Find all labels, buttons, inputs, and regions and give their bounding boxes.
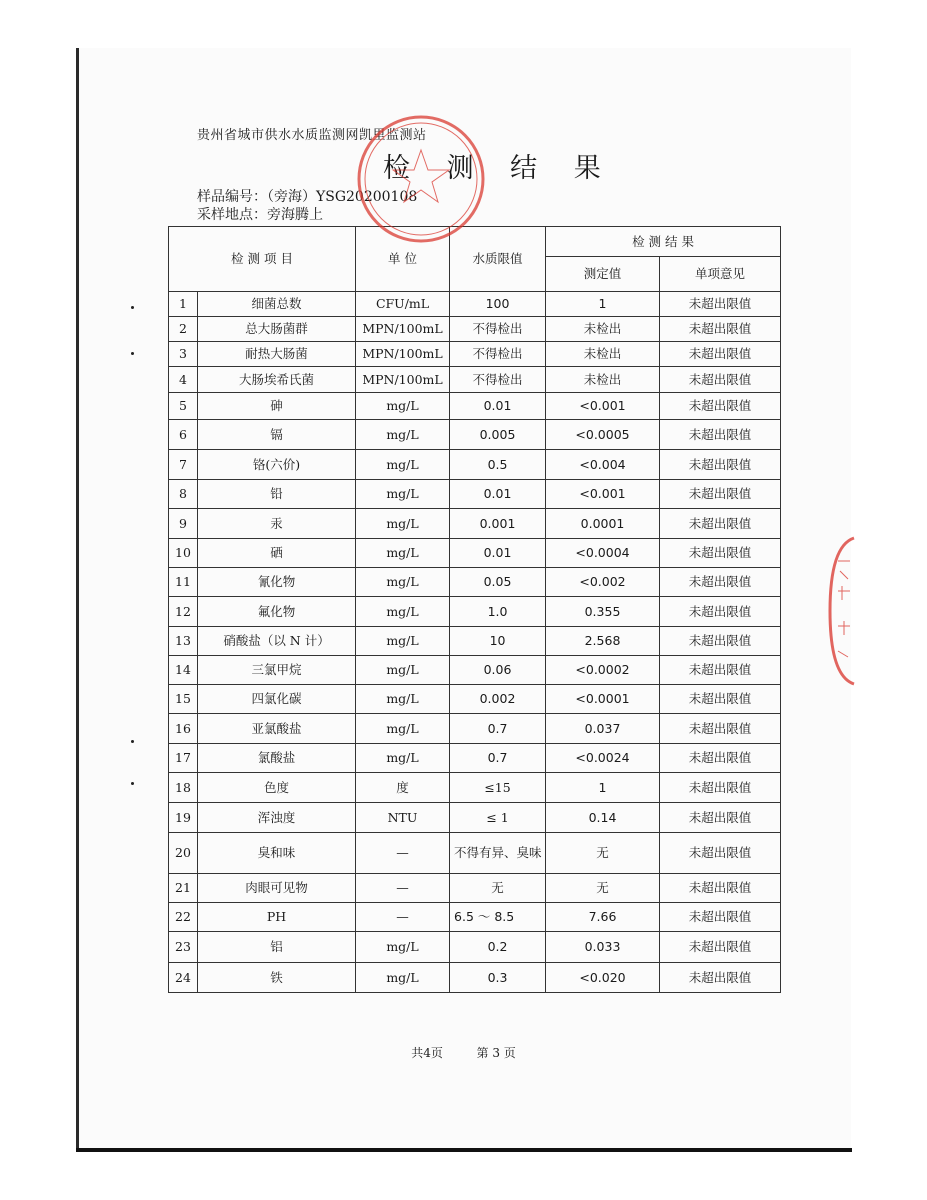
row-item: 亚氯酸盐 [198,714,356,744]
row-limit: 6.5 ～ 8.5 [450,903,546,932]
scan-mark [131,740,134,743]
row-unit: mg/L [356,597,450,627]
row-item: 四氯化碳 [198,685,356,714]
table-row [169,393,781,420]
row-value: <0.0001 [546,685,660,714]
row-value: <0.020 [546,963,660,993]
scan-mark [131,782,134,785]
row-number: 7 [169,450,198,480]
table-row [169,539,781,568]
header-unit: 单 位 [356,227,450,292]
row-unit: NTU [356,803,450,833]
row-unit: mg/L [356,685,450,714]
row-limit: 0.01 [450,539,546,568]
row-unit: mg/L [356,744,450,773]
row-number: 3 [169,342,198,367]
row-limit: 0.5 [450,450,546,480]
row-number: 1 [169,292,198,317]
row-number: 8 [169,480,198,509]
row-item: 肉眼可见物 [198,874,356,903]
table-row [169,714,781,744]
row-limit: 0.05 [450,568,546,597]
table-row [169,803,781,833]
row-value: 无 [546,874,660,903]
row-limit: 无 [450,874,546,903]
row-unit: mg/L [356,420,450,450]
header-opinion: 单项意见 [660,257,781,292]
row-opinion: 未超出限值 [660,744,781,773]
row-limit: 0.06 [450,656,546,685]
row-opinion: 未超出限值 [660,714,781,744]
row-number: 22 [169,903,198,932]
row-number: 4 [169,367,198,393]
row-limit: 不得检出 [450,317,546,342]
row-unit: mg/L [356,539,450,568]
row-number: 19 [169,803,198,833]
row-number: 12 [169,597,198,627]
row-item: 砷 [198,393,356,420]
row-number: 21 [169,874,198,903]
row-item: 大肠埃希氏菌 [198,367,356,393]
row-value: 未检出 [546,342,660,367]
row-limit: 不得检出 [450,367,546,393]
table-row [169,367,781,393]
page-footer [0,1044,927,1061]
table-row [169,903,781,932]
row-number: 2 [169,317,198,342]
page-title: 检 测 结 果 [383,153,615,184]
table-row [169,932,781,963]
row-opinion: 未超出限值 [660,317,781,342]
row-unit: — [356,874,450,903]
total-pages: 共4页 [411,1046,443,1060]
row-value: 0.0001 [546,509,660,539]
row-number: 24 [169,963,198,993]
row-opinion: 未超出限值 [660,874,781,903]
sample-number: 样品编号：（旁海）YSG20200108 [197,189,418,205]
row-unit: mg/L [356,480,450,509]
table-row [169,568,781,597]
row-limit: 0.005 [450,420,546,450]
row-item: 铁 [198,963,356,993]
row-value: 2.568 [546,627,660,656]
row-value: <0.0002 [546,656,660,685]
row-opinion: 未超出限值 [660,568,781,597]
row-unit: mg/L [356,509,450,539]
scan-mark [131,306,134,309]
row-limit: 100 [450,292,546,317]
row-opinion: 未超出限值 [660,292,781,317]
row-number: 23 [169,932,198,963]
side-seal-stamp [826,536,856,686]
sampling-location: 采样地点：旁海腾上 [197,207,323,223]
row-value: 未检出 [546,317,660,342]
row-value: <0.001 [546,393,660,420]
row-limit: 0.3 [450,963,546,993]
row-opinion: 未超出限值 [660,963,781,993]
row-unit: MPN/100mL [356,342,450,367]
header-limit: 水质限值 [450,227,546,292]
row-unit: mg/L [356,714,450,744]
row-limit: 10 [450,627,546,656]
table-row [169,450,781,480]
header-measured: 测定值 [546,257,660,292]
row-value: 7.66 [546,903,660,932]
row-opinion: 未超出限值 [660,627,781,656]
row-number: 16 [169,714,198,744]
table-row [169,833,781,874]
row-value: <0.004 [546,450,660,480]
row-opinion: 未超出限值 [660,539,781,568]
row-value: <0.002 [546,568,660,597]
row-limit: 0.002 [450,685,546,714]
row-limit: ≤15 [450,773,546,803]
row-opinion: 未超出限值 [660,656,781,685]
row-value: <0.0024 [546,744,660,773]
row-value: 0.033 [546,932,660,963]
row-unit: mg/L [356,450,450,480]
row-value: 无 [546,833,660,874]
row-unit: mg/L [356,627,450,656]
row-value: <0.001 [546,480,660,509]
row-number: 5 [169,393,198,420]
row-limit: 不得检出 [450,342,546,367]
table-row [169,420,781,450]
row-number: 14 [169,656,198,685]
row-item: 色度 [198,773,356,803]
row-unit: mg/L [356,393,450,420]
row-opinion: 未超出限值 [660,367,781,393]
results-table [168,226,781,993]
row-opinion: 未超出限值 [660,597,781,627]
row-opinion: 未超出限值 [660,509,781,539]
row-number: 18 [169,773,198,803]
page-number: 第 3 页 [476,1046,516,1060]
row-item: 硝酸盐（以 N 计） [198,627,356,656]
scan-edge-left [76,48,79,1152]
row-unit: mg/L [356,656,450,685]
table-row [169,773,781,803]
table-row [169,342,781,367]
row-item: 铅 [198,480,356,509]
row-unit: — [356,833,450,874]
row-unit: MPN/100mL [356,367,450,393]
row-number: 17 [169,744,198,773]
row-unit: MPN/100mL [356,317,450,342]
row-item: 氰化物 [198,568,356,597]
row-limit: 0.2 [450,932,546,963]
table-row [169,963,781,993]
row-number: 6 [169,420,198,450]
row-limit: ≤ 1 [450,803,546,833]
row-limit: 0.001 [450,509,546,539]
row-item: 氟化物 [198,597,356,627]
row-item: 硒 [198,539,356,568]
row-opinion: 未超出限值 [660,480,781,509]
row-limit: 0.01 [450,393,546,420]
row-limit: 0.7 [450,744,546,773]
row-value: 0.037 [546,714,660,744]
table-row [169,480,781,509]
row-value: 未检出 [546,367,660,393]
row-item: 氯酸盐 [198,744,356,773]
row-number: 10 [169,539,198,568]
table-row [169,317,781,342]
table-row [169,874,781,903]
row-unit: CFU/mL [356,292,450,317]
scan-edge-bottom [76,1148,852,1152]
row-value: 0.355 [546,597,660,627]
row-limit: 1.0 [450,597,546,627]
row-limit: 0.01 [450,480,546,509]
row-number: 9 [169,509,198,539]
header-result-group: 检 测 结 果 [546,227,781,257]
row-opinion: 未超出限值 [660,393,781,420]
row-opinion: 未超出限值 [660,342,781,367]
row-opinion: 未超出限值 [660,685,781,714]
row-item: 汞 [198,509,356,539]
row-value: <0.0004 [546,539,660,568]
header-item: 检 测 项 目 [169,227,356,292]
row-value: 1 [546,773,660,803]
row-unit: 度 [356,773,450,803]
row-number: 11 [169,568,198,597]
row-opinion: 未超出限值 [660,450,781,480]
table-row [169,656,781,685]
row-unit: — [356,903,450,932]
row-opinion: 未超出限值 [660,803,781,833]
row-value: 1 [546,292,660,317]
row-opinion: 未超出限值 [660,903,781,932]
row-number: 15 [169,685,198,714]
row-unit: mg/L [356,932,450,963]
row-item: 铝 [198,932,356,963]
row-item: 铬(六价) [198,450,356,480]
row-unit: mg/L [356,568,450,597]
row-item: 耐热大肠菌 [198,342,356,367]
row-number: 20 [169,833,198,874]
row-item: 三氯甲烷 [198,656,356,685]
table-row [169,685,781,714]
row-unit: mg/L [356,963,450,993]
row-item: 浑浊度 [198,803,356,833]
row-item: 细菌总数 [198,292,356,317]
row-item: PH [198,903,356,932]
scan-mark [131,352,134,355]
row-item: 镉 [198,420,356,450]
table-row [169,509,781,539]
row-limit: 不得有异、臭味 [450,833,546,874]
row-number: 13 [169,627,198,656]
row-opinion: 未超出限值 [660,773,781,803]
row-value: 0.14 [546,803,660,833]
table-row [169,627,781,656]
row-item: 臭和味 [198,833,356,874]
row-opinion: 未超出限值 [660,932,781,963]
table-row [169,744,781,773]
row-limit: 0.7 [450,714,546,744]
organization-name: 贵州省城市供水水质监测网凯里监测站 [197,128,427,143]
row-item: 总大肠菌群 [198,317,356,342]
table-row [169,292,781,317]
table-row [169,597,781,627]
row-opinion: 未超出限值 [660,420,781,450]
official-seal-stamp [354,112,488,246]
row-opinion: 未超出限值 [660,833,781,874]
row-value: <0.0005 [546,420,660,450]
